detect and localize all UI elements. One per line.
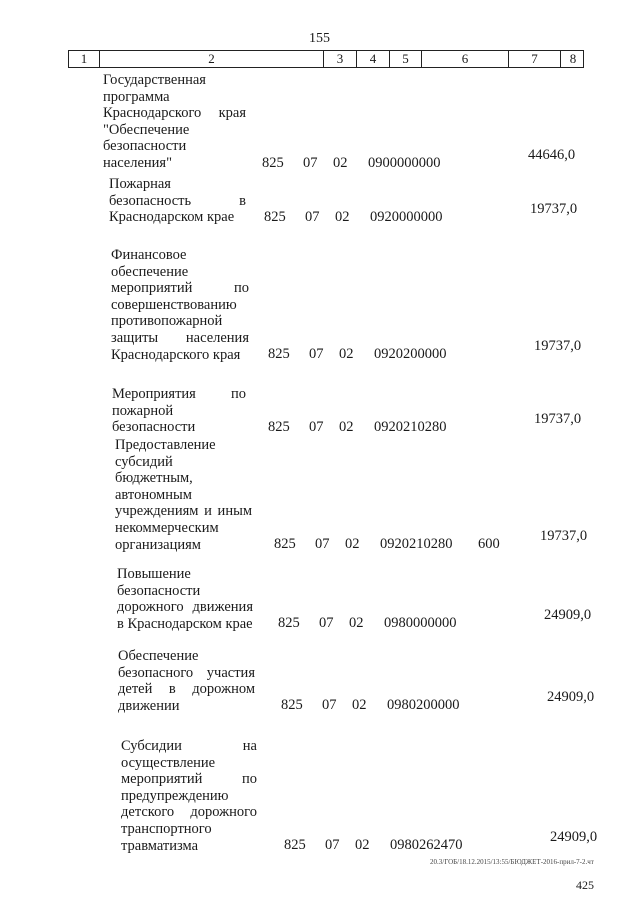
amount-cell: 19737,0 bbox=[530, 201, 578, 217]
target-article-cell: 0900000000 bbox=[368, 155, 441, 171]
column-header: 6 bbox=[422, 51, 509, 67]
column-header: 4 bbox=[357, 51, 390, 67]
subsection-cell: 02 bbox=[355, 837, 370, 853]
row-name: Повышение безопасности дорожного движения в Краснодарском крае bbox=[117, 566, 253, 632]
code-cell: 825 bbox=[268, 419, 290, 435]
subsection-cell: 02 bbox=[352, 697, 367, 713]
target-article-cell: 0920210280 bbox=[374, 419, 447, 435]
column-header: 3 bbox=[324, 51, 357, 67]
column-header: 7 bbox=[509, 51, 561, 67]
code-cell: 825 bbox=[281, 697, 303, 713]
section-cell: 07 bbox=[325, 837, 340, 853]
amount-cell: 19737,0 bbox=[540, 528, 588, 544]
amount-cell: 44646,0 bbox=[528, 147, 576, 163]
target-article-cell: 0980000000 bbox=[384, 615, 457, 631]
code-cell: 825 bbox=[262, 155, 284, 171]
column-header: 2 bbox=[100, 51, 324, 67]
row-name: Государственная программа Краснодарского края "Обеспечение безопасности населения" bbox=[103, 72, 246, 171]
section-cell: 07 bbox=[309, 419, 324, 435]
code-cell: 825 bbox=[284, 837, 306, 853]
amount-cell: 24909,0 bbox=[550, 829, 598, 845]
column-header: 1 bbox=[69, 51, 100, 67]
column-header: 5 bbox=[390, 51, 422, 67]
code-cell: 825 bbox=[268, 346, 290, 362]
section-cell: 07 bbox=[319, 615, 334, 631]
bottom-page-number: 425 bbox=[576, 878, 594, 892]
footer-note: 20.3/ГОБ/18.12.2015/13:55/БЮДЖЕТ-2016-прил-7-2.чт bbox=[430, 858, 594, 866]
row-name: Мероприятия по пожарной безопасности bbox=[112, 386, 246, 436]
target-article-cell: 0920210280 bbox=[380, 536, 453, 552]
section-cell: 07 bbox=[305, 209, 320, 225]
section-cell: 07 bbox=[303, 155, 318, 171]
section-cell: 07 bbox=[315, 536, 330, 552]
target-article-cell: 0920000000 bbox=[370, 209, 443, 225]
target-article-cell: 0920200000 bbox=[374, 346, 447, 362]
subsection-cell: 02 bbox=[339, 419, 354, 435]
amount-cell: 19737,0 bbox=[534, 338, 582, 354]
expense-type-cell: 600 bbox=[478, 536, 500, 552]
subsection-cell: 02 bbox=[349, 615, 364, 631]
subsection-cell: 02 bbox=[339, 346, 354, 362]
row-name: Субсидии на осуществление мероприятий по предупреждению детского дорожного транспортного травматизма bbox=[121, 738, 257, 854]
amount-cell: 24909,0 bbox=[544, 607, 592, 623]
subsection-cell: 02 bbox=[345, 536, 360, 552]
subsection-cell: 02 bbox=[333, 155, 348, 171]
code-cell: 825 bbox=[278, 615, 300, 631]
code-cell: 825 bbox=[274, 536, 296, 552]
row-name: Предоставление субсидий бюджетным, автономным учреждениям и иным некоммерческим организациям bbox=[115, 437, 252, 553]
section-cell: 07 bbox=[309, 346, 324, 362]
row-name: Пожарная безопасность в Краснодарском крае bbox=[109, 176, 246, 226]
column-header: 8 bbox=[569, 51, 577, 66]
target-article-cell: 0980200000 bbox=[387, 697, 460, 713]
page-number: 155 bbox=[309, 31, 330, 46]
amount-cell: 24909,0 bbox=[547, 689, 595, 705]
section-cell: 07 bbox=[322, 697, 337, 713]
code-cell: 825 bbox=[264, 209, 286, 225]
subsection-cell: 02 bbox=[335, 209, 350, 225]
target-article-cell: 0980262470 bbox=[390, 837, 463, 853]
table-header bbox=[68, 50, 584, 68]
row-name: Финансовое обеспечение мероприятий по совершенствованию противопожарной защиты населения Краснодарского края bbox=[111, 247, 249, 363]
row-name: Обеспечение безопасного участия детей в дорожном движении bbox=[118, 648, 255, 714]
amount-cell: 19737,0 bbox=[534, 411, 582, 427]
